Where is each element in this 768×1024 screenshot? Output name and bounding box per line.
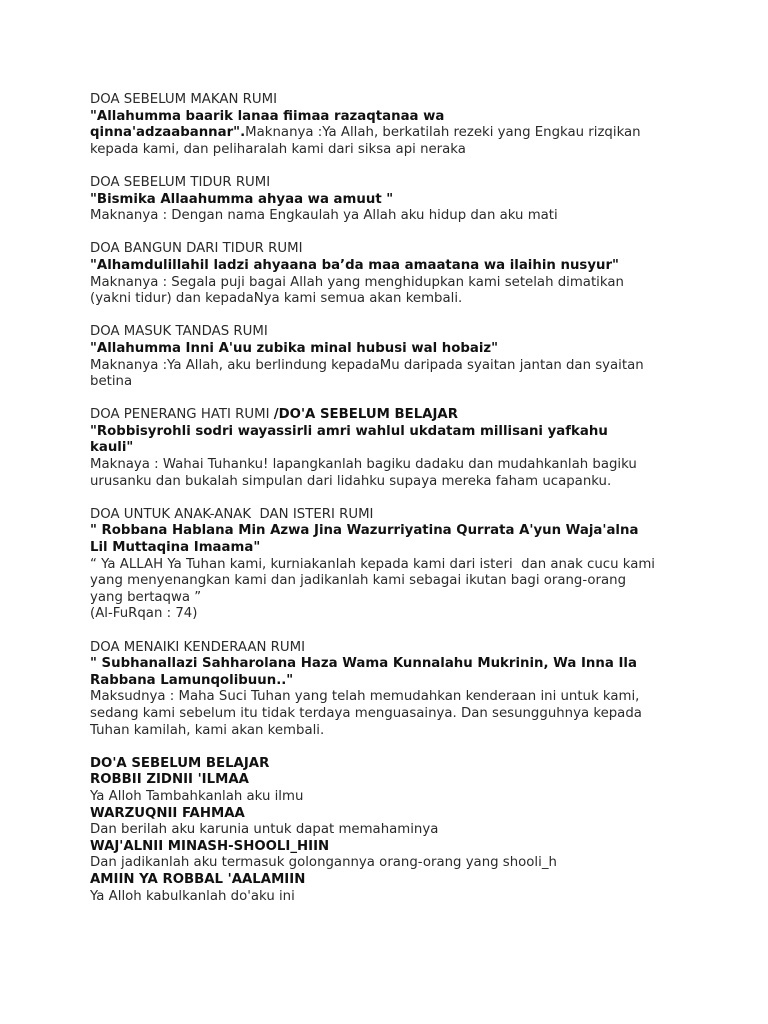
doa-text: Lil Muttaqina Imaama" bbox=[90, 540, 261, 556]
doa-meaning: “ Ya ALLAH Ya Tuhan kami, kurniakanlah kepada kami dari isteri dan anak cucu kami bbox=[90, 556, 655, 572]
doa-meaning: Ya Alloh kabulkanlah do'aku ini bbox=[90, 888, 295, 904]
doa-meaning: betina bbox=[90, 374, 133, 390]
doa-text: WAJ'ALNII MINASH-SHOOLI_HIIN bbox=[90, 838, 330, 854]
doa-meaning-line bbox=[90, 125, 690, 142]
section-heading-line bbox=[90, 407, 690, 424]
document-page bbox=[90, 92, 690, 922]
doa-meaning: yang bertaqwa ” bbox=[90, 589, 202, 605]
section-doa-anak-isteri bbox=[90, 507, 690, 623]
doa-text: qinna'adzaabannar". bbox=[90, 125, 246, 141]
doa-text: WARZUQNII FAHMAA bbox=[90, 805, 245, 821]
doa-meaning: sedang kami sebelum itu tidak terdaya menguasainya. Dan sesungguhnya kepada bbox=[90, 705, 642, 721]
section-doa-makan bbox=[90, 92, 690, 158]
doa-meaning: Maknanya : Dengan nama Engkaulah ya Allah aku hidup dan aku mati bbox=[90, 208, 558, 224]
doa-meaning: Maksudnya : Maha Suci Tuhan yang telah memudahkan kenderaan ini untuk kami, bbox=[90, 689, 640, 705]
section-doa-tidur bbox=[90, 175, 690, 225]
doa-text: AMIIN YA ROBBAL 'AALAMIIN bbox=[90, 871, 306, 887]
doa-text: "Robbisyrohli sodri wayassirli amri wahlul ukdatam millisani yafkahu bbox=[90, 423, 608, 439]
doa-meaning: (yakni tidur) dan kepadaNya kami semua akan kembali. bbox=[90, 291, 463, 307]
doa-meaning: Dan jadikanlah aku termasuk golongannya orang-orang yang shooli_h bbox=[90, 855, 557, 871]
section-doa-bangun bbox=[90, 241, 690, 307]
doa-meaning: kepada kami, dan peliharalah kami dari siksa api neraka bbox=[90, 141, 466, 157]
section-doa-kenderaan bbox=[90, 640, 690, 740]
section-heading: DO'A SEBELUM BELAJAR bbox=[90, 755, 270, 771]
doa-text: " Subhanallazi Sahharolana Haza Wama Kunnalahu Mukrinin, Wa Inna Ila bbox=[90, 656, 637, 672]
section-doa-belajar bbox=[90, 756, 690, 905]
doa-meaning: urusanku dan bukalah simpulan dari lidahku supaya mereka faham ucapanku. bbox=[90, 473, 612, 489]
section-heading: DOA SEBELUM TIDUR RUMI bbox=[90, 174, 271, 190]
doa-meaning: Maknanya :Ya Allah, aku berlindung kepadaMu daripada syaitan jantan dan syaitan bbox=[90, 357, 644, 373]
doa-meaning: Maknanya :Ya Allah, berkatilah rezeki yang Engkau rizqikan bbox=[245, 125, 641, 141]
section-heading: DOA MASUK TANDAS RUMI bbox=[90, 324, 268, 340]
section-heading: DOA MENAIKI KENDERAAN RUMI bbox=[90, 639, 306, 655]
doa-meaning: Maknanya : Segala puji bagai Allah yang menghidupkan kami setelah dimatikan bbox=[90, 274, 624, 290]
section-heading: DOA SEBELUM MAKAN RUMI bbox=[90, 92, 278, 107]
section-heading: DOA PENERANG HATI RUMI bbox=[90, 407, 274, 423]
section-heading: DOA BANGUN DARI TIDUR RUMI bbox=[90, 241, 303, 257]
doa-text: kauli" bbox=[90, 440, 134, 456]
doa-text: ROBBII ZIDNII 'ILMAA bbox=[90, 772, 249, 788]
doa-meaning: Tuhan kamilah, kami akan kembali. bbox=[90, 722, 325, 738]
doa-text: "Alhamdulillahil ladzi ahyaana ba’da maa amaatana wa ilaihin nusyur" bbox=[90, 257, 619, 273]
section-heading: DOA UNTUK ANAK-ANAK DAN ISTERI RUMI bbox=[90, 506, 374, 522]
doa-text: "Allahumma baarik lanaa fiimaa razaqtanaa wa bbox=[90, 108, 445, 124]
doa-source: (Al-FuRqan : 74) bbox=[90, 606, 198, 622]
doa-meaning: Maknaya : Wahai Tuhanku! lapangkanlah bagiku dadaku dan mudahkanlah bagiku bbox=[90, 457, 637, 473]
doa-text: "Allahumma Inni A'uu zubika minal hubusi wal hobaiz" bbox=[90, 340, 499, 356]
doa-meaning: Ya Alloh Tambahkanlah aku ilmu bbox=[90, 788, 304, 804]
doa-text: Rabbana Lamunqolibuun.." bbox=[90, 672, 294, 688]
section-heading-bold: /DO'A SEBELUM BELAJAR bbox=[273, 407, 458, 423]
section-doa-tandas bbox=[90, 324, 690, 390]
doa-meaning: Dan berilah aku karunia untuk dapat memahaminya bbox=[90, 822, 439, 838]
doa-text: "Bismika Allaahumma ahyaa wa amuut " bbox=[90, 191, 394, 207]
doa-meaning: yang menyenangkan kami dan jadikanlah kami sebagai ikutan bagi orang-orang bbox=[90, 573, 627, 589]
doa-text: " Robbana Hablana Min Azwa Jina Wazurriyatina Qurrata A'yun Waja'alna bbox=[90, 523, 639, 539]
section-doa-penerang-hati bbox=[90, 407, 690, 490]
